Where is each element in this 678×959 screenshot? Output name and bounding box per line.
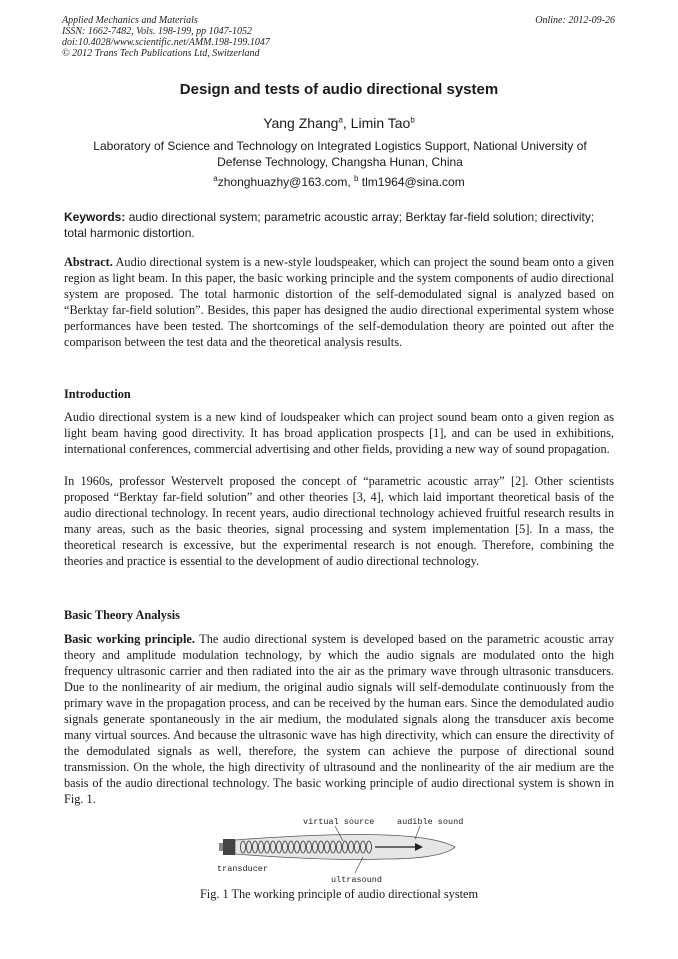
abstract — [64, 254, 614, 350]
paragraph-text: The audio directional system is developed based on the parametric acoustic array theory and amplitude modulation technology, by which the audio signals are modulated onto the high frequency ultrasonic carrier and then radiated into the air as the primary wave through ultrasonic transducers. Due to the nonlinearity of air medium, the original audio signals will self-demodulate continuously from the primary wave in the propagation process, and can be received by the human ears. Since the demodulated audio signals generate spontaneously in the air medium, the modulated signals along the transducer axis become many virtual sources. And because the ultrasonic wave has high directivity, which can ensure the directivity of the demodulated signals as well, therefore, the system can achieve the purpose of directional sound transmission. On the whole, the high directivity of ultrasound and the nonlinearity of the air medium are the basis of the audio directional technology. The basic working principle of audio directional system is shown in Fig. 1. — [64, 632, 614, 806]
copyright: © 2012 Trans Tech Publications Ltd, Switzerland — [62, 48, 260, 59]
email-superscript: a — [213, 174, 218, 183]
affiliation-line: Defense Technology, Changsha Hunan, China — [217, 155, 463, 169]
section-heading: Introduction — [64, 387, 131, 401]
affiliation-line: Laboratory of Science and Technology on Integrated Logistics Support, National University of — [93, 139, 587, 153]
author-superscript: a — [338, 115, 343, 125]
paragraph — [64, 631, 614, 807]
author-name: Yang Zhang — [263, 115, 339, 131]
abstract-text: Audio directional system is a new-style loudspeaker, which can project the sound beam onto a given region as light beam. In this paper, the basic working principle and the system components of audio directional system are proposed. The total harmonic distortion of the self-demodulated signal is analyzed based on “Berktay far-field solution”. Besides, this paper has designed the audio directional experimental system whose performances have been tested. The shortcomings of the self-demodulation theory are pointed out after the comparison between the test data and the theoretical analysis results. — [64, 255, 614, 349]
author-separator: , — [342, 115, 351, 131]
email-address: zhonghuazhy@163.com, — [217, 175, 355, 189]
transducer-block — [223, 839, 235, 855]
keywords-text: audio directional system; parametric acoustic array; Berktay far-field solution; directivity; total harmonic distortion. — [64, 210, 595, 240]
section-heading: Basic Theory Analysis — [64, 608, 180, 622]
paragraph: In 1960s, professor Westervelt proposed the concept of “parametric acoustic array” [2]. Other scientists proposed “Berktay far-field solution” and other theories [3, 4], which laid important theoretical basis of the audio directional technology. In recent years, audio directional technology achieved fruitful research results in many areas, such as the basic theories, signal processing and system implementation [5]. In a mass, the theoretical research is excessive, but the experimental research is not enough. Therefore, combining the theories and practice is essential to the development of audio directional technology. — [64, 474, 614, 568]
paper-title: Design and tests of audio directional system — [179, 81, 499, 98]
online-date: Online: 2012-09-26 — [535, 15, 615, 26]
keywords — [64, 209, 614, 241]
ultrasound-label: ultrasound — [331, 875, 383, 885]
figure-caption: Fig. 1 The working principle of audio directional system — [199, 887, 479, 901]
keywords-label: Keywords: — [64, 210, 126, 224]
author-emails — [0, 175, 678, 189]
email-address: tlm1964@sina.com — [358, 175, 465, 189]
virtual-source-label: virtual source — [303, 817, 375, 827]
authors — [0, 115, 678, 131]
paragraph: Audio directional system is a new kind of loudspeaker which can project sound beam onto a given region as light beam having good directivity. It has broad application prospects [1], and can be used in exhibitions, international conferences, commercial advertising and other fields, providing a new way of sound propagation. — [64, 410, 614, 456]
email-superscript: b — [354, 174, 359, 183]
transducer-label: transducer — [217, 864, 269, 874]
abstract-label: Abstract. — [64, 255, 113, 269]
transducer-back — [219, 843, 223, 851]
author-superscript: b — [410, 115, 415, 125]
figure-diagram — [215, 815, 465, 885]
author-name: Limin Tao — [350, 115, 411, 131]
affiliation — [70, 138, 610, 170]
subheading: Basic working principle. — [64, 632, 195, 646]
journal-name: Applied Mechanics and Materials — [62, 15, 198, 26]
doi: doi:10.4028/www.scientific.net/AMM.198-199.1047 — [62, 37, 270, 48]
issn: ISSN: 1662-7482, Vols. 198-199, pp 1047-1052 — [62, 26, 252, 37]
journal-header — [62, 15, 615, 59]
audible-sound-label: audible sound — [397, 817, 464, 827]
